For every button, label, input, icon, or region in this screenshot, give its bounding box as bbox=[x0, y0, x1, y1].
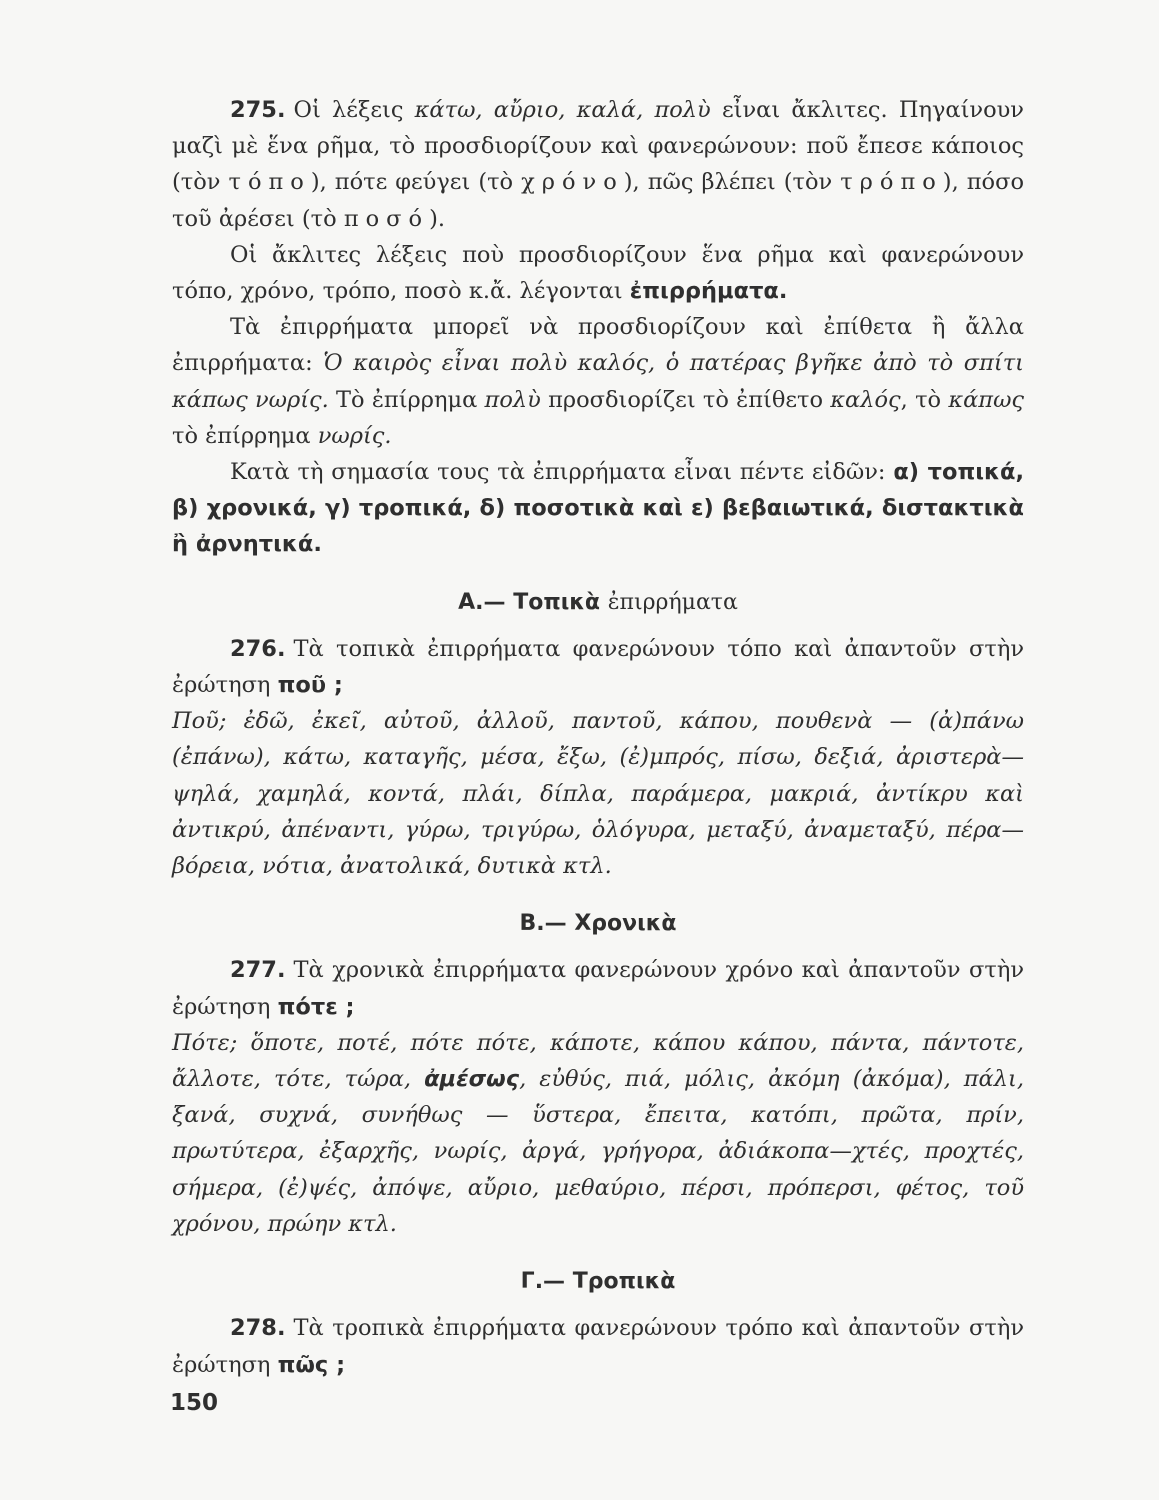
heading-topika: Α.— Τοπικὰ ἐπιρρήματα bbox=[458, 589, 738, 615]
kinds-list: α) τοπικά, β) χρονικά, γ) τροπικά, δ) ποσοτικὰ καὶ ε) βεβαιωτικά, διστακτικὰ ἢ ἀρνητικά. bbox=[172, 459, 1024, 558]
paragraph-275-kinds: Κατὰ τὴ σημασία τους τὰ ἐπιρρήματα εἶναι πέντε εἰδῶν: α) τοπικά, β) χρονικά, γ) τροπικά, δ) ποσοτικὰ καὶ ε) βεβαιωτικά, διστακτικὰ ἢ ἀρνητικά. bbox=[172, 459, 1024, 558]
section-number-275: 275. bbox=[230, 97, 286, 123]
list-chronika: Πότε; ὅποτε, ποτέ, πότε πότε, κάποτε, κάπου κάπου, πάντα, πάντοτε, ἄλλοτε, τότε, τώρα, ἀμέσως, εὐθύς, πιά, μόλις, ἀκόμη (ἀκόμα), πάλι, ξανά, συχνά, συνήθως — ὕστερα, ἔπειτα, κατόπι, πρῶτα, πρίν, πρωτύτερα, ἐξαρχῆς, νωρίς, ἀργά, γρήγορα, ἀδιάκοπα—χτές, προχτές, σήμερα, (ἐ)ψές, ἀπόψε, αὔριο, μεθαύριο, πέρσι, πρόπερσι, φέτος, τοῦ χρόνου, πρώην κτλ. bbox=[172, 1029, 1024, 1237]
paragraph-275-definition: Οἱ ἄκλιτες λέξεις ποὺ προσδιορίζουν ἕνα ρῆμα καὶ φανερώνουν τόπο, χρόνο, τρόπο, ποσὸ κ.ἄ. λέγονται ἐπιρρήματα. bbox=[172, 241, 1024, 305]
list-topika: Ποῦ; ἐδῶ, ἐκεῖ, αὐτοῦ, ἀλλοῦ, παντοῦ, κάπου, πουθενὰ — (ἀ)πάνω (ἐπάνω), κάτω, καταγῆς, μέσα, ἔξω, (ἐ)μπρός, πίσω, δεξιά, ἀριστερὰ—ψηλά, χαμηλά, κοντά, πλάι, δίπλα, παράμερα, μακριά, ἀντίκρυ καὶ ἀντικρύ, ἀπέναντι, γύρω, τριγύρω, ὁλόγυρα, μεταξύ, ἀναμεταξύ, πέρα—βόρεια, νότια, ἀνατολικά, δυτικὰ κτλ. bbox=[172, 708, 1024, 880]
question-pote: πότε ; bbox=[277, 993, 355, 1020]
paragraph-277: 277. Τὰ χρονικὰ ἐπιρρήματα φανερώνουν χρόνο καὶ ἀπαντοῦν στὴν ἐρώτηση πότε ; bbox=[172, 957, 1024, 1020]
section-number-276: 276. bbox=[230, 635, 286, 662]
question-pos: πῶς ; bbox=[277, 1351, 346, 1378]
term-epirrimata: ἐπιρρήματα. bbox=[629, 278, 788, 305]
paragraph-275-intro: 275. Οἱ λέξεις κάτω, αὔριο, καλά, πολὺ εἶναι ἄκλιτες. Πηγαίνουν μαζὶ μὲ ἕνα ρῆμα, τὸ προσδιορίζουν καὶ φανερώνουν: ποῦ ἔπεσε κάποιος (τὸν τόπο), πότε φεύγει (τὸ χρόνο), πῶς βλέπει (τὸν τρόπο), πόσο τοῦ ἀρέσει (τὸ ποσό). bbox=[172, 97, 1025, 232]
paragraph-275-modifiers: Τὰ ἐπιρρήματα μπορεῖ νὰ προσδιορίζουν καὶ ἐπίθετα ἢ ἄλλα ἐπιρρήματα: Ὁ καιρὸς εἶναι πολὺ καλός, ὁ πατέρας βγῆκε ἀπὸ τὸ σπίτι κάπως νωρίς. Τὸ ἐπίρρημα πολὺ προσδιορίζει τὸ ἐπίθετο καλός, τὸ κάπως τὸ ἐπίρρημα νωρίς. bbox=[172, 314, 1025, 449]
question-pou: ποῦ ; bbox=[277, 672, 343, 699]
paragraph-276: 276. Τὰ τοπικὰ ἐπιρρήματα φανερώνουν τόπο καὶ ἀπαντοῦν στὴν ἐρώτηση ποῦ ; bbox=[172, 635, 1024, 699]
page-number: 150 bbox=[170, 1390, 219, 1416]
section-number-277: 277. bbox=[230, 957, 286, 984]
paragraph-278: 278. Τὰ τροπικὰ ἐπιρρήματα φανερώνουν τρόπο καὶ ἀπαντοῦν στὴν ἐρώτηση πῶς ; bbox=[172, 1315, 1024, 1378]
heading-chronika: Β.— Χρονικὰ bbox=[519, 911, 677, 937]
example-sentence: Ὁ καιρὸς εἶναι πολὺ καλός, ὁ πατέρας βγῆκε ἀπὸ τὸ σπίτι κάπως νωρίς. bbox=[172, 350, 1024, 413]
section-number-278: 278. bbox=[230, 1315, 286, 1342]
page-text bbox=[172, 92, 1024, 1383]
heading-tropika: Γ.— Τροπικὰ bbox=[520, 1269, 676, 1295]
